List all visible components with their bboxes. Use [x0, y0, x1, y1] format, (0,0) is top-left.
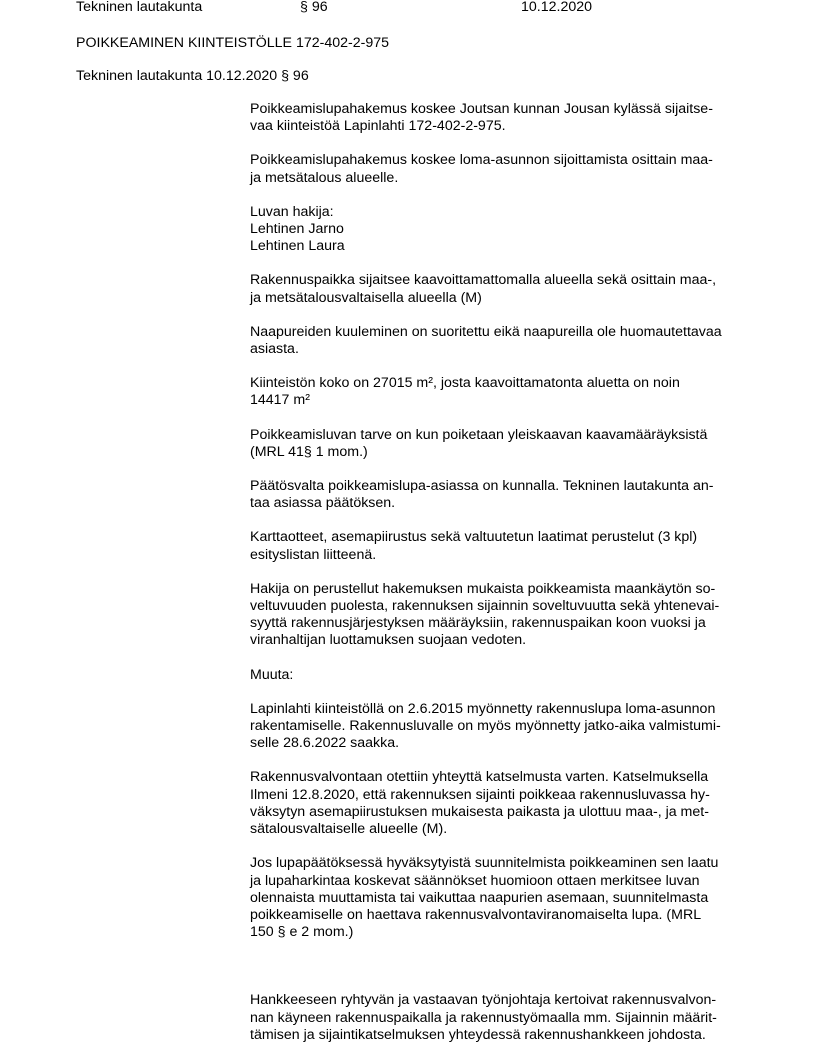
paragraph-line: veltuvuuden puolesta, rakennuksen sijainnin soveltuvuutta sekä yhtenevai-	[250, 598, 720, 615]
paragraph-line: väksytyn asemapiirustuksen mukaisesta paikasta ja ulottuu maa-, ja met-	[250, 803, 709, 820]
body-paragraph	[250, 667, 760, 684]
paragraph-line: Hankkeeseen ryhtyvän ja vastaavan työnjohtaja kertoivat rakennusvalvon-	[250, 992, 717, 1009]
body-paragraph	[250, 581, 760, 650]
paragraph-line: poikkeamiselle on haettava rakennusvalvontaviranomaiselta lupa. (MRL	[250, 906, 702, 923]
paragraph-line: ja lupaharkintaa koskevat säännökset huomioon ottaen merkitsee luvan	[250, 872, 700, 889]
body-paragraph	[250, 375, 760, 409]
paragraph-line: Luvan hakija:	[250, 203, 334, 220]
paragraph-line: sätalousvaltaiselle alueelle (M).	[250, 821, 448, 838]
paragraph-line: Rakennuspaikka sijaitsee kaavoittamattomalla alueella sekä osittain maa-,	[250, 272, 717, 289]
paragraph-line: 150 § e 2 mom.)	[250, 924, 354, 941]
document-title: POIKKEAMINEN KIINTEISTÖLLE 172-402-2-975	[76, 35, 390, 51]
document-body	[250, 101, 760, 1061]
header-committee: Tekninen lautakunta	[76, 0, 203, 15]
paragraph-line: Poikkeamisluvan tarve on kun poiketaan yleiskaavan kaavamääräyksistä	[250, 426, 708, 443]
paragraph-line: Muuta:	[250, 666, 294, 683]
paragraph-line: Lapinlahti kiinteistöllä on 2.6.2015 myönnetty rakennuslupa loma-asunnon	[250, 700, 716, 717]
body-paragraph	[250, 992, 760, 1044]
body-paragraph	[250, 101, 760, 135]
paragraph-line: Päätösvalta poikkeamislupa-asiassa on kunnalla. Tekninen lautakunta an-	[250, 478, 714, 495]
paragraph-line: syyttä rakennusjärjestyksen määräyksiin, rakennuspaikan koon vuoksi ja	[250, 615, 706, 632]
paragraph-line: viranhaltijan luottamuksen suojaan vedoten.	[250, 632, 527, 649]
body-paragraph	[250, 427, 760, 461]
body-paragraph	[250, 324, 760, 358]
paragraph-line: Ilmeni 12.8.2020, että rakennuksen sijainti poikkeaa rakennusluvassa hy-	[250, 786, 710, 803]
paragraph-line: Karttaotteet, asemapiirustus sekä valtuutetun laatimat perustelut (3 kpl)	[250, 529, 698, 546]
paragraph-line: tämisen ja sijaintikatselmuksen yhteydessä rakennushankkeen johdosta.	[250, 1026, 706, 1043]
paragraph-line: (MRL 41§ 1 mom.)	[250, 443, 368, 460]
paragraph-line: taa asiassa päätöksen.	[250, 495, 396, 512]
body-paragraph	[250, 529, 760, 563]
paragraph-line: ja metsätalousvaltaisella alueella (M)	[250, 289, 482, 306]
paragraph-line: rakentamiselle. Rakennusluvalle on myös myönnetty jatko-aika valmistumi-	[250, 718, 721, 735]
paragraph-line: Lehtinen Jarno	[250, 221, 344, 238]
paragraph-line: Rakennusvalvontaan otettiin yhteyttä katselmusta varten. Katselmuksella	[250, 769, 709, 786]
paragraph-line: Jos lupapäätöksessä hyväksytyistä suunnitelmista poikkeaminen sen laatu	[250, 855, 719, 872]
paragraph-line: vaa kiinteistöä Lapinlahti 172-402-2-975.	[250, 118, 506, 135]
paragraph-line: nan käyneen rakennuspaikalla ja rakennustyömaalla mm. Sijainnin määrit-	[250, 1009, 717, 1026]
body-paragraph	[250, 701, 760, 753]
paragraph-line: esityslistan liitteenä.	[250, 546, 377, 563]
paragraph-line: Kiinteistön koko on 27015 m², josta kaavoittamatonta aluetta on noin	[250, 375, 680, 392]
paragraph-line: Hakija on perustellut hakemuksen mukaista poikkeamista maankäytön so-	[250, 580, 716, 597]
paragraph-line: Lehtinen Laura	[250, 238, 345, 255]
paragraph-line: olennaista muuttamista tai vaikuttaa naapurien asemaan, suunnitelmasta	[250, 889, 709, 906]
paragraph-line: asiasta.	[250, 341, 299, 358]
paragraph-line: Poikkeamislupahakemus koskee loma-asunnon sijoittamista osittain maa-	[250, 152, 713, 169]
body-paragraph	[250, 204, 760, 256]
paragraph-line: ja metsätalous alueelle.	[250, 169, 399, 186]
paragraph-line: Poikkeamislupahakemus koskee Joutsan kunnan Jousan kylässä sijaitse-	[250, 101, 713, 117]
paragraph-line: 14417 m²	[250, 392, 310, 409]
body-paragraph	[250, 272, 760, 306]
paragraph-line: Naapureiden kuuleminen on suoritettu eikä naapureilla ole huomautettavaa	[250, 323, 722, 340]
body-paragraph	[250, 478, 760, 512]
meeting-reference: Tekninen lautakunta 10.12.2020 § 96	[76, 68, 309, 84]
body-paragraph	[250, 769, 760, 838]
body-paragraph	[250, 855, 760, 941]
body-paragraph	[250, 152, 760, 186]
header-section-number: § 96	[300, 0, 328, 15]
paragraph-line: selle 28.6.2022 saakka.	[250, 735, 400, 752]
header-date: 10.12.2020	[521, 0, 593, 15]
